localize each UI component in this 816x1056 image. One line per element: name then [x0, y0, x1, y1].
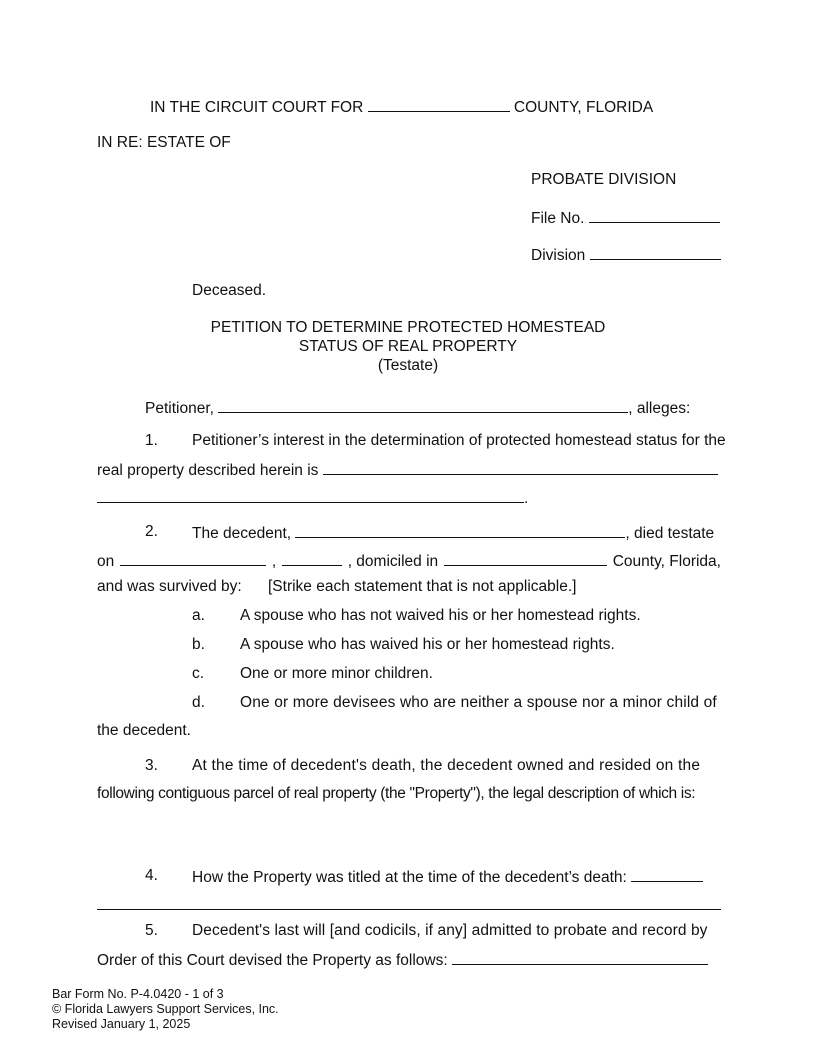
- p2-died-text: , died testate: [625, 525, 715, 542]
- item-d-letter: d.: [192, 694, 205, 711]
- p2-comma: ,: [271, 553, 277, 570]
- p5-number: 5.: [145, 922, 158, 939]
- item-c-letter: c.: [192, 665, 205, 682]
- title-holding-blank[interactable]: [631, 867, 703, 882]
- p5-line-2: [97, 950, 708, 970]
- item-b-letter: b.: [192, 636, 205, 653]
- petitioner-prefix: Petitioner,: [145, 400, 214, 417]
- p1-line-3: [97, 488, 528, 508]
- devise-blank[interactable]: [452, 950, 708, 965]
- deceased-label: Deceased.: [192, 282, 267, 299]
- petitioner-interest-blank[interactable]: [323, 460, 718, 475]
- petitioner-interest-blank-2[interactable]: [97, 488, 524, 503]
- p1-line-1: Petitioner’s interest in the determination of protected homestead status for the: [192, 432, 726, 449]
- petitioner-suffix: , alleges:: [628, 400, 691, 417]
- p2-strike-note: [Strike each statement that is not applicable.]: [268, 578, 577, 595]
- p2-decedent-text: The decedent,: [192, 525, 292, 542]
- p2-line-2: [97, 551, 721, 571]
- p2-domiciled: , domiciled in: [347, 553, 439, 570]
- item-a-letter: a.: [192, 607, 205, 624]
- title-line-3: (Testate): [377, 357, 439, 374]
- p4-line-1: [192, 867, 703, 887]
- footer-revised: Revised January 1, 2025: [52, 1017, 191, 1031]
- item-c-text: One or more minor children.: [240, 665, 433, 682]
- county-blank[interactable]: [368, 97, 510, 112]
- petitioner-name-blank[interactable]: [218, 398, 628, 413]
- p2-number: 2.: [145, 523, 158, 540]
- petitioner-row: [145, 398, 690, 418]
- probate-division: PROBATE DIVISION: [531, 171, 677, 188]
- p2-county: County, Florida,: [612, 553, 721, 570]
- p3-line-2: following contiguous parcel of real property (the "Property"), the legal description of which is:: [97, 785, 696, 802]
- item-d-continued: the decedent.: [97, 722, 191, 739]
- death-year-blank[interactable]: [282, 551, 342, 566]
- p1-line-2: [97, 460, 718, 480]
- title-line-2: STATUS OF REAL PROPERTY: [298, 338, 518, 355]
- p1-line-2-text: real property described herein is: [97, 462, 319, 479]
- p5-line-1: Decedent's last will [and codicils, if any] admitted to probate and record by: [192, 922, 708, 939]
- court-suffix: COUNTY, FLORIDA: [513, 99, 654, 116]
- decedent-name-blank[interactable]: [295, 523, 625, 538]
- footer-form-number: Bar Form No. P-4.0420 - 1 of 3: [52, 987, 224, 1001]
- item-b-text: A spouse who has waived his or her homestead rights.: [240, 636, 615, 653]
- domicile-county-blank[interactable]: [444, 551, 607, 566]
- p3-line-1: At the time of decedent's death, the decedent owned and resided on the: [192, 757, 701, 774]
- court-caption: [150, 97, 653, 117]
- p1-end: .: [524, 490, 529, 507]
- division-blank[interactable]: [590, 245, 721, 260]
- p4-text: How the Property was titled at the time of the decedent’s death:: [192, 869, 627, 886]
- division-label: Division: [531, 247, 586, 264]
- p2-on: on: [97, 553, 115, 570]
- p1-number: 1.: [145, 432, 158, 449]
- death-date-blank[interactable]: [120, 551, 266, 566]
- file-no-blank[interactable]: [589, 208, 720, 223]
- p2-line-1: [192, 523, 714, 543]
- p3-number: 3.: [145, 757, 158, 774]
- title-holding-blank-2[interactable]: [97, 909, 721, 910]
- footer-copyright: © Florida Lawyers Support Services, Inc.: [52, 1002, 279, 1016]
- court-prefix: IN THE CIRCUIT COURT FOR: [150, 99, 364, 116]
- in-re-estate: IN RE: ESTATE OF: [97, 134, 231, 151]
- p4-number: 4.: [145, 867, 158, 884]
- item-d-text: One or more devisees who are neither a spouse nor a minor child of: [240, 694, 717, 711]
- p5-line-2-text: Order of this Court devised the Property as follows:: [97, 952, 448, 969]
- title-line-1: PETITION TO DETERMINE PROTECTED HOMESTEAD: [210, 319, 606, 336]
- file-no-row: [531, 208, 720, 228]
- p2-survived-by: and was survived by:: [97, 578, 242, 595]
- item-a-text: A spouse who has not waived his or her homestead rights.: [240, 607, 641, 624]
- file-no-label: File No.: [531, 210, 585, 227]
- division-row: [531, 245, 721, 265]
